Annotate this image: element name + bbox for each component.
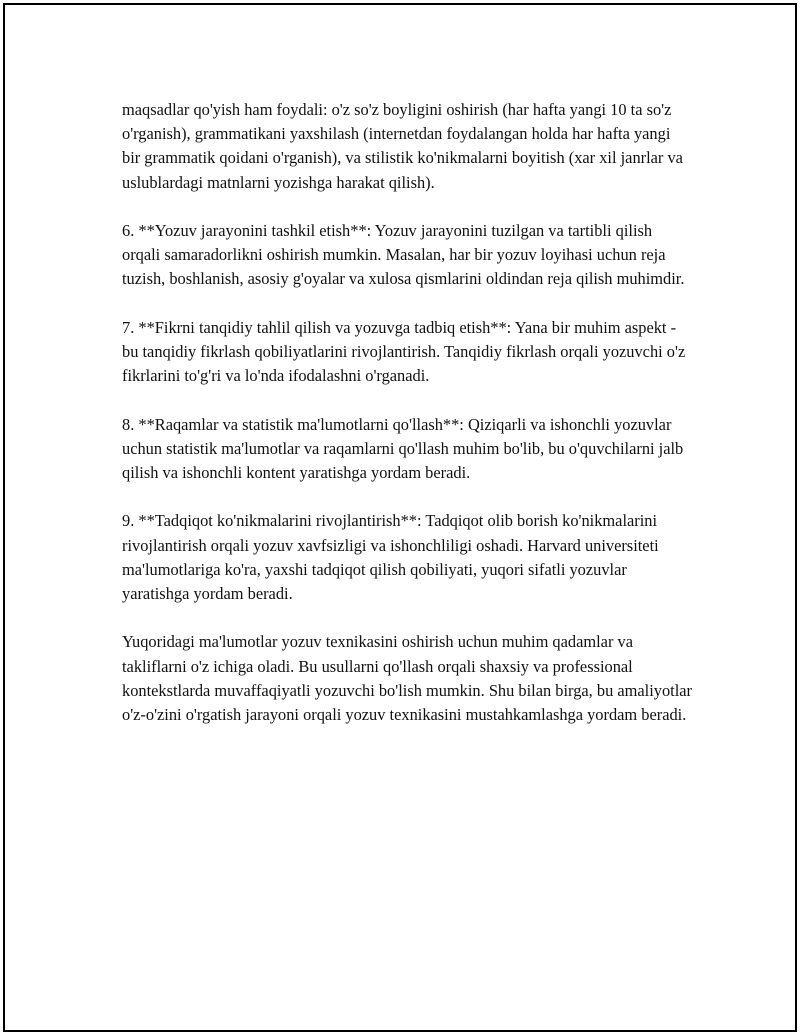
- paragraph-item-6: 6. **Yozuv jarayonini tashkil etish**: Yozuv jarayonini tuzilgan va tartibli qilish orqali samaradorlikni oshirish mumkin. Masalan, har bir yozuv loyihasi uchun reja tuzish, boshlanish, asosiy g'oyalar va xulosa qismlarini oldindan reja qilish muhimdir.: [122, 221, 685, 289]
- paragraph-item-7: 7. **Fikrni tanqidiy tahlil qilish va yozuvga tadbiq etish**: Yana bir muhim aspekt - bu tanqidiy fikrlash qobiliyatlarini rivojlantirish. Tanqidiy fikrlash orqali yozuvchi o'z fikrlarini to'g'ri va lo'nda ifodalashni o'rganadi.: [122, 317, 686, 386]
- paragraph-goals-continuation: maqsadlar qo'yish ham foydali: o'z so'z boyligini oshirish (har hafta yangi 10 ta so'z o'rganish), grammatikani yaxshilash (internetdan foydalangan holda har hafta yangi bir grammatik qoidani o'rganish), va stilistik ko'nikmalarni boyitish (xar xil janrlar va uslublardagi matnlarni yozishga harakat qilish).: [122, 100, 683, 192]
- document-body: [122, 98, 692, 751]
- page-frame: [3, 3, 797, 1032]
- paragraph-conclusion: Yuqoridagi ma'lumotlar yozuv texnikasini oshirish uchun muhim qadamlar va takliflarni o'z ichiga oladi. Bu usullarni qo'llash orqali shaxsiy va professional kontekstlarda muvaffaqiyatli yozuvchi bo'lish mumkin. Shu bilan birga, bu amaliyotlar o'z-o'zini o'rgatish jarayoni orqali yozuv texnikasini mustahkamlashga yordam beradi.: [122, 632, 692, 724]
- paragraph-item-8: 8. **Raqamlar va statistik ma'lumotlarni qo'llash**: Qiziqarli va ishonchli yozuvlar uchun statistik ma'lumotlar va raqamlarni qo'llash muhim bo'lib, bu o'quvchilarni jalb qilish va ishonchli kontent yaratishga yordam beradi.: [122, 414, 684, 482]
- paragraph-item-9: 9. **Tadqiqot ko'nikmalarini rivojlantirish**: Tadqiqot olib borish ko'nikmalarini rivojlantirish orqali yozuv xavfsizligi va ishonchliligi oshadi. Harvard universiteti ma'lumotlariga ko'ra, yaxshi tadqiqot qilish qobiliyati, yuqori sifatli yozuvlar yaratishga yordam beradi.: [122, 511, 659, 603]
